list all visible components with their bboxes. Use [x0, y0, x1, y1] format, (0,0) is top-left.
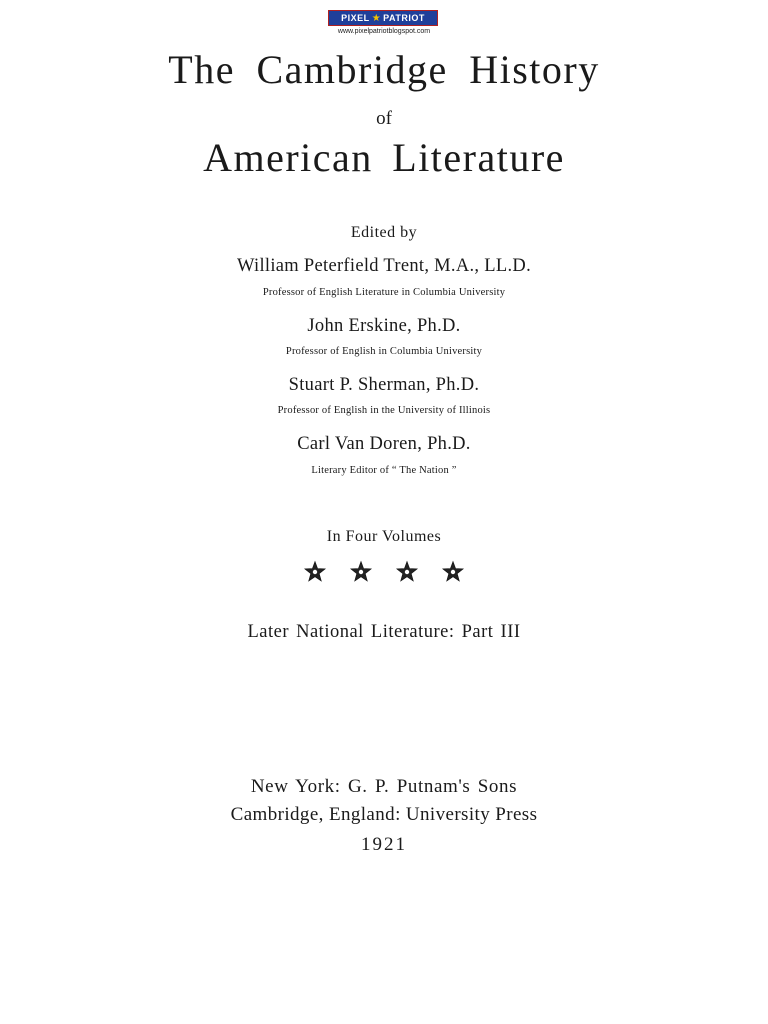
star-icon [349, 560, 373, 584]
title-line-of: of [376, 108, 392, 129]
logo-url: www.pixelpatriotblogspot.com [337, 28, 431, 35]
editor-role-4: Literary Editor of “ The Nation ” [311, 465, 457, 476]
logo-star-icon: ★ [371, 12, 382, 24]
logo-brand-right: PATRIOT [383, 13, 425, 23]
editor-role-3: Professor of English in the University of Illinois [277, 405, 491, 416]
editor-role-1: Professor of English Literature in Columbia University [262, 287, 506, 298]
editor-role-2: Professor of English in Columbia University [285, 346, 483, 357]
star-icon [303, 560, 327, 584]
pixel-patriot-logo [328, 10, 438, 26]
star-row [0, 560, 768, 584]
edited-by-label: Edited by [350, 224, 418, 241]
logo-brand-left: PIXEL [341, 13, 370, 23]
editor-name-2: John Erskine, Ph.D. [307, 316, 461, 336]
publisher-line-1: New York: G. P. Putnam's Sons [250, 776, 518, 797]
publication-year: 1921 [361, 834, 407, 855]
star-icon [441, 560, 465, 584]
part-label: Later National Literature: Part III [247, 622, 521, 642]
star-icon [395, 560, 419, 584]
title-line-1: The Cambridge History [168, 47, 600, 92]
editor-name-3: Stuart P. Sherman, Ph.D. [288, 375, 480, 395]
volumes-label: In Four Volumes [326, 528, 442, 545]
title-line-2: American Literature [203, 135, 565, 180]
editor-name-4: Carl Van Doren, Ph.D. [297, 434, 471, 454]
editor-name-1: William Peterfield Trent, M.A., LL.D. [237, 256, 531, 276]
publisher-line-2: Cambridge, England: University Press [230, 804, 538, 825]
